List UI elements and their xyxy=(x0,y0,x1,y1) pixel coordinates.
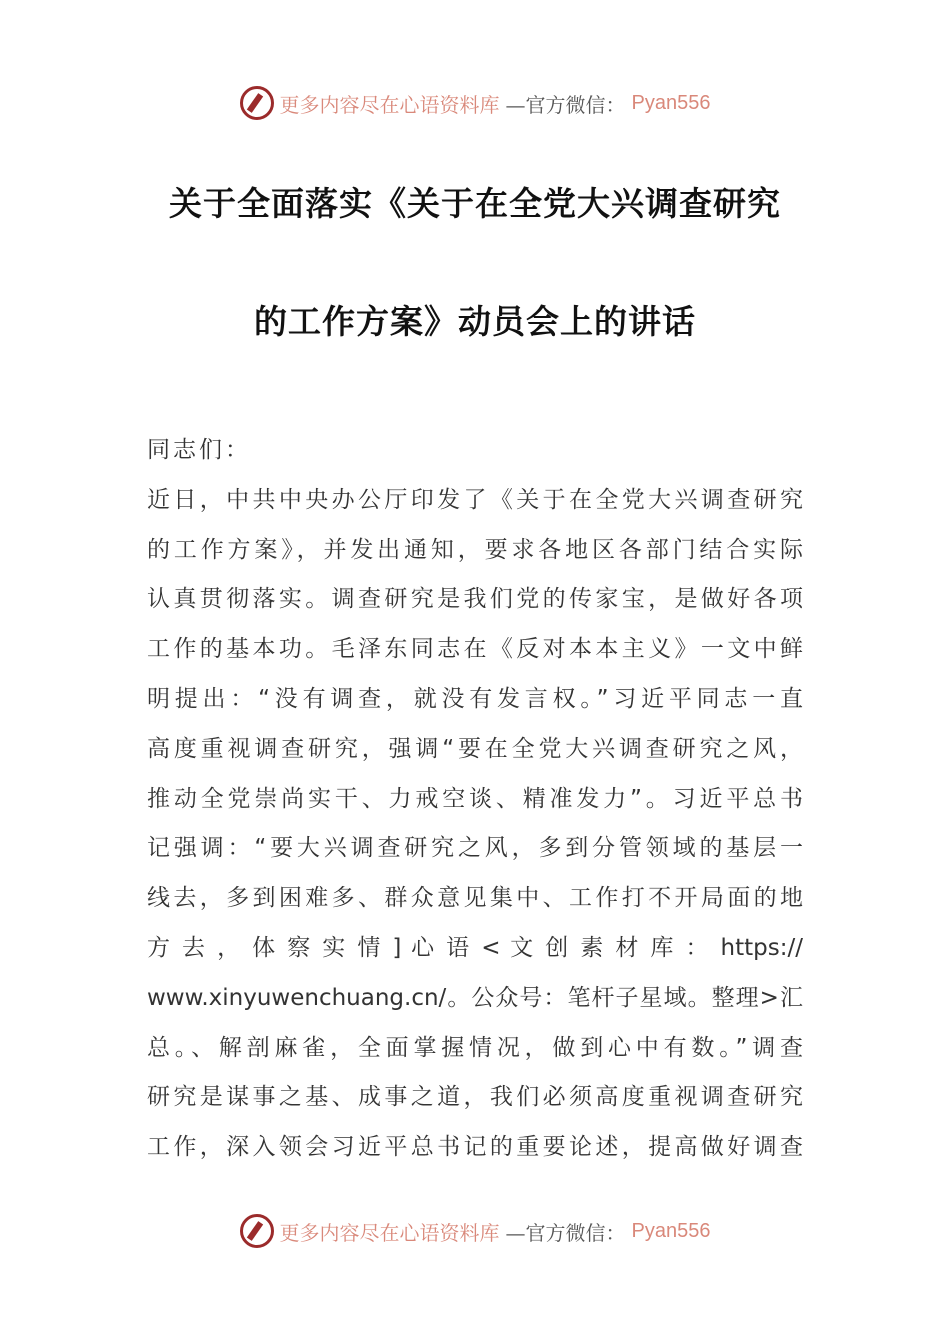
watermark-id: Pyan556 xyxy=(631,1219,711,1242)
title-line-2: 的工作方案》动员会上的讲话 xyxy=(254,302,696,341)
body-line: 线去，多到困难多、群众意见集中、工作打不开局面的地 xyxy=(147,885,803,912)
watermark-site: 更多内容尽在心语资料库 xyxy=(279,1220,500,1245)
body-line: 研究是谋事之基、成事之道，我们必须高度重视调查研究 xyxy=(147,1084,803,1111)
header-watermark xyxy=(0,86,950,120)
watermark-site: 更多内容尽在心语资料库 xyxy=(279,92,500,117)
body-line: 工作的基本功。毛泽东同志在《反对本本主义》一文中鲜 xyxy=(147,636,803,663)
body-line: 推动全党崇尚实干、力戒空谈、精准发力”。习近平总书 xyxy=(147,785,803,812)
body-line: 工作，深入领会习近平总书记的重要论述，提高做好调查 xyxy=(147,1134,803,1161)
body-line: 方 去 ， 体 察 实 情 ] 心 语 < 文 创 素 材 库 ： https:// xyxy=(147,934,803,961)
body-line: 高度重视调查研究，强调“要在全党大兴调查研究之风， xyxy=(147,735,803,762)
body-line: 认真贯彻落实。调查研究是我们党的传家宝，是做好各项 xyxy=(147,586,803,613)
title-line-1: 关于全面落实《关于在全党大兴调查研究 xyxy=(169,184,781,223)
body-line: 同志们： xyxy=(147,437,251,463)
body-line: 明提出：“没有调查，就没有发言权。”习近平同志一直 xyxy=(147,685,803,712)
footer-watermark xyxy=(0,1214,950,1248)
body-line: www.xinyuwenchuang.cn/。公众号：笔杆子星域。整理>汇 xyxy=(147,984,803,1011)
body-line: 总。、解剖麻雀，全面掌握情况，做到心中有数。”调查 xyxy=(147,1034,803,1061)
watermark-label: —官方微信： xyxy=(505,1220,626,1245)
watermark-id: Pyan556 xyxy=(631,91,711,114)
body-line: 近日，中共中央办公厅印发了《关于在全党大兴调查研究 xyxy=(147,486,803,513)
body-line: 记强调：“要大兴调查研究之风，多到分管领域的基层一 xyxy=(147,835,803,862)
watermark-label: —官方微信： xyxy=(505,92,626,117)
quill-logo-icon xyxy=(240,86,274,120)
body-line: 的工作方案》，并发出通知，要求各地区各部门结合实际 xyxy=(147,536,803,563)
quill-logo-icon xyxy=(240,1214,274,1248)
body-text xyxy=(147,432,803,1179)
